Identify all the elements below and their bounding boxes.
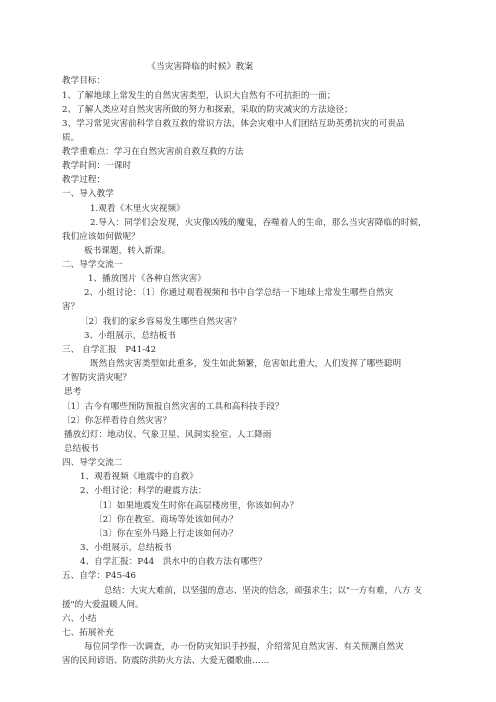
text-line: 2、小组讨论：〔1〕你通过观看视频和书中自学总结一下地球上常发生哪些自然灾 [84,288,394,298]
text-line: 〔2〕你怎样看待自然灾害？ [62,416,172,426]
section-heading: 五、自学：P45-46 [62,571,137,581]
text-line: 教学过程： [62,175,106,185]
text-line: 害？ [62,302,80,312]
text-line: 总结：大灾大难前，以坚强的意志、坚决的信念，顽强求生；以"一方有难，八方 支 [104,586,422,596]
text-line: 2.导入：同学们会发现，火灾像凶残的魔鬼，吞噬着人的生命，那么当灾害降临的时候， [90,218,427,228]
text-line: 3、小组展示，总结板书 [84,331,176,341]
text-line: 1、了解地球上常发生的自然灾害类型，认识大自然有不可抗拒的一面； [62,91,336,101]
text-line: 〔2〕我们的家乡容易发生哪些自然灾害？ [80,317,242,327]
text-line: 害的民间谚语、防震防洪防火方法、大爱无疆歌曲…… [62,656,270,666]
text-line: 教学重难点：学习在自然灾害前自救互救的方法 [62,147,244,157]
text-line: 〔2〕你在教室、商场等处该如何办？ [94,515,238,525]
text-line: 1、播放图片《各种自然灾害》 [88,274,206,284]
text-line: 才智防灾消灾呢？ [62,373,132,383]
text-line: 我们应该如何做呢？ [62,232,140,242]
text-line: 质。 [62,133,80,143]
text-line: 3、小组展示，总结板书 [80,543,172,553]
section-heading: 四、导学交流二 [62,458,123,468]
text-line: 〔3〕你在室外马路上行走该如何办？ [94,529,238,539]
text-line: 援"的大爱温暖人间。 [62,600,144,610]
text-line: 播放幻灯：地动仪、气象卫星、风洞实验室、人工降雨 [64,430,272,440]
text-line: 2、了解人类应对自然灾害所做的努力和探索，采取的防灾减灾的方法途径； [62,105,353,115]
text-line: 1、观看视频《地震中的自救》 [80,472,198,482]
text-line: 教学时间：一课时 [62,161,132,171]
text-line: 2、小组讨论：科学的避震方法： [80,486,207,496]
text-line: 思考 [64,387,82,397]
text-line: 教学目标： [62,76,106,86]
document-title: 《当灾害降临的时候》教案 [147,62,254,72]
text-line: 〔1〕如果地震发生时你在高层楼房里，你该如何办？ [94,501,299,511]
text-line: 3、学习常见灾害前科学自救互救的常识方法，体会灾难中人们团结互助英勇抗灾的可贵品 [62,119,405,129]
section-heading: 六、小结 [62,614,97,624]
section-heading: 七、拓展补充 [62,628,114,638]
section-heading: 二、导学交流一 [62,260,123,270]
text-line: 〔1〕古今有哪些预防预报自然灾害的工具和高科技手段？ [62,402,284,412]
section-heading: 一、导入教学 [62,189,114,199]
text-line: 总结板书 [64,444,99,454]
text-line: 每位同学作一次调查，办一份防灾知识手抄报，介绍常见自然灾害、有关预测自然灾 [84,642,404,652]
section-heading: 三、 自学汇报 P41-42 [62,345,157,355]
text-line: 1.观看《木里火灾视频》 [90,204,185,214]
text-line: 既然自然灾害类型如此重多，发生如此频繁，危害如此重大，人们发挥了哪些聪明 [90,359,402,369]
text-line: 板书课题，转入新课。 [84,246,171,256]
text-line: 4、自学汇报：P44 洪水中的自救方法有哪些？ [80,557,267,567]
